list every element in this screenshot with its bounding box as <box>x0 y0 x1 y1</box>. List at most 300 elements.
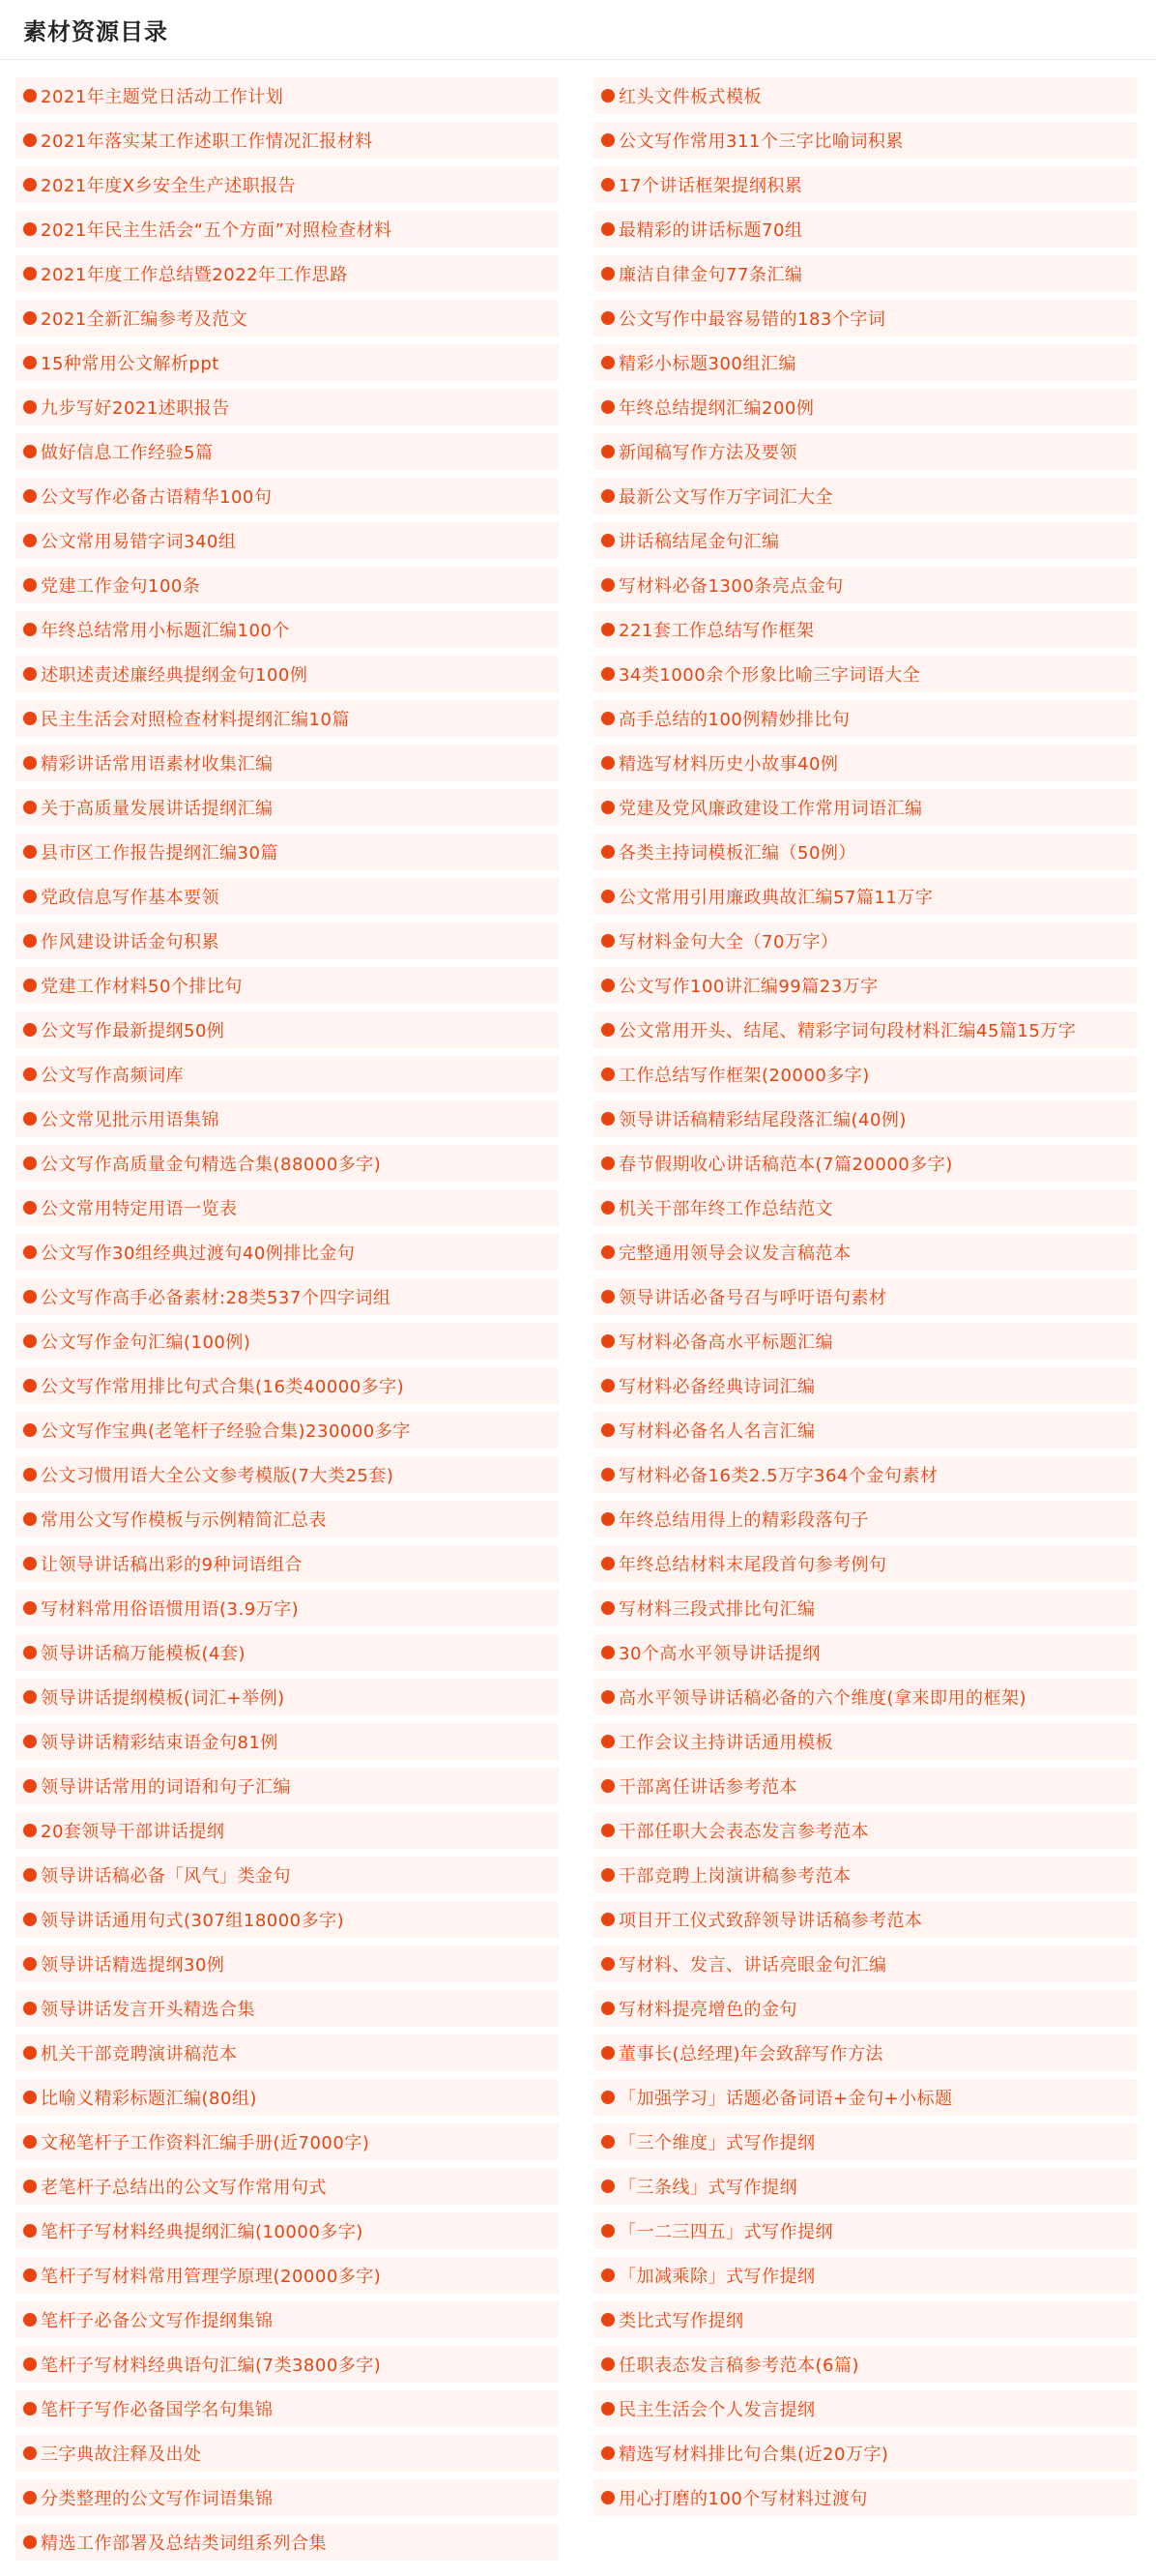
resource-link-label: 公文写作100讲汇编99篇23万字 <box>619 977 879 997</box>
bullet-dot-icon <box>23 934 37 948</box>
bullet-dot-icon <box>601 1868 615 1882</box>
resource-link-label: 最精彩的讲话标题70组 <box>619 220 803 241</box>
resource-link-left[interactable] <box>15 2435 559 2472</box>
resource-link-right[interactable] <box>593 1990 1137 2027</box>
resource-link-left[interactable] <box>15 389 559 425</box>
resource-link-left[interactable] <box>15 2212 559 2249</box>
resource-link-right[interactable] <box>593 1412 1137 1449</box>
resource-link-label: 党建及党风廉政建设工作常用词语汇编 <box>619 799 923 819</box>
resource-link-label: 领导讲话必备号召与呼吁语句素材 <box>619 1288 887 1308</box>
resource-link-label: 领导讲话稿万能模板(4套) <box>41 1644 246 1664</box>
resource-link-label: 公文常用开头、结尾、精彩字词句段材料汇编45篇15万字 <box>619 1021 1077 1041</box>
bullet-dot-icon <box>601 1735 615 1748</box>
resource-link-label: 任职表态发言稿参考范本(6篇) <box>619 2356 859 2376</box>
resource-link-right[interactable] <box>593 1278 1137 1315</box>
resource-link-label: 领导讲话精彩结束语金句81例 <box>41 1733 278 1753</box>
resource-link-left[interactable] <box>15 2390 559 2427</box>
resource-link-label: 公文写作常用311个三字比喻词积累 <box>619 132 904 152</box>
bullet-dot-icon <box>23 2269 37 2282</box>
resource-link-label: 221套工作总结写作框架 <box>619 621 815 641</box>
resource-link-label: 34类1000余个形象比喻三字词语大全 <box>619 665 921 686</box>
resource-link-left[interactable] <box>15 745 559 781</box>
bullet-dot-icon <box>601 534 615 547</box>
resource-link-right[interactable] <box>593 567 1137 603</box>
resource-link-right[interactable] <box>593 433 1137 470</box>
resource-link-right[interactable] <box>593 1634 1137 1671</box>
bullet-dot-icon <box>23 1557 37 1570</box>
resource-link-right[interactable] <box>593 1145 1137 1182</box>
resource-link-right[interactable] <box>593 2390 1137 2427</box>
resource-link-right[interactable] <box>593 745 1137 781</box>
resource-link-label: 精彩小标题300组汇编 <box>619 354 796 374</box>
resource-link-label: 公文常用特定用语一览表 <box>41 1199 238 1219</box>
resource-link-right[interactable] <box>593 255 1137 292</box>
resource-link-label: 干部竞聘上岗演讲稿参考范本 <box>619 1866 852 1887</box>
resource-link-label: 公文写作高手必备素材:28类537个四字词组 <box>41 1288 391 1308</box>
resource-link-left[interactable] <box>15 1857 559 1893</box>
resource-link-label: 写材料必备经典诗词汇编 <box>619 1377 816 1397</box>
bullet-dot-icon <box>601 1112 615 1126</box>
bullet-dot-icon <box>23 178 37 191</box>
bullet-dot-icon <box>601 1334 615 1348</box>
bullet-dot-icon <box>601 1779 615 1793</box>
bullet-dot-icon <box>601 1245 615 1259</box>
resource-link-left[interactable] <box>15 1812 559 1849</box>
bullet-dot-icon <box>601 845 615 859</box>
resource-link-label: 县市区工作报告提纲汇编30篇 <box>41 843 278 864</box>
bullet-dot-icon <box>601 578 615 592</box>
resource-link-label: 笔杆子写材料常用管理学原理(20000多字) <box>41 2267 382 2287</box>
resource-link-left[interactable] <box>15 2168 559 2205</box>
resource-link-label: 精选写材料历史小故事40例 <box>619 754 839 775</box>
resource-link-label: 党建工作材料50个排比句 <box>41 977 243 997</box>
resource-link-left[interactable] <box>15 1189 559 1226</box>
bullet-dot-icon <box>601 2446 615 2460</box>
resource-link-left[interactable] <box>15 2301 559 2338</box>
resource-link-right[interactable] <box>593 522 1137 559</box>
bullet-dot-icon <box>23 1112 37 1126</box>
resource-link-right[interactable] <box>593 700 1137 737</box>
resource-link-label: 干部离任讲话参考范本 <box>619 1777 797 1798</box>
resource-link-label: 笔杆子必备公文写作提纲集锦 <box>41 2311 274 2331</box>
resource-link-label: 精选写材料排比句合集(近20万字) <box>619 2444 889 2465</box>
resource-link-right[interactable] <box>593 389 1137 425</box>
resource-link-left[interactable] <box>15 2479 559 2516</box>
resource-link-label: 工作总结写作框架(20000多字) <box>619 1066 870 1086</box>
resource-list <box>15 77 1137 2561</box>
resource-link-right[interactable] <box>593 1812 1137 1849</box>
resource-link-label: 笔杆子写作必备国学名句集锦 <box>41 2400 274 2420</box>
resource-link-right[interactable] <box>593 2435 1137 2472</box>
resource-link-label: 精选工作部署及总结类词组系列合集 <box>41 2533 327 2554</box>
bullet-dot-icon <box>601 1690 615 1704</box>
resource-link-left[interactable] <box>15 1323 559 1360</box>
bullet-dot-icon <box>601 2091 615 2104</box>
bullet-dot-icon <box>23 1690 37 1704</box>
resource-link-right[interactable] <box>593 2123 1137 2160</box>
resource-link-label: 公文写作必备古语精华100句 <box>41 487 273 508</box>
resource-link-label: 写材料、发言、讲话亮眼金句汇编 <box>619 1955 887 1976</box>
resource-link-left[interactable] <box>15 344 559 381</box>
bullet-dot-icon <box>23 578 37 592</box>
bullet-dot-icon <box>23 712 37 725</box>
resource-link-right[interactable] <box>593 2079 1137 2116</box>
bullet-dot-icon <box>23 1290 37 1303</box>
resource-link-left[interactable] <box>15 1545 559 1582</box>
resource-link-left[interactable] <box>15 1634 559 1671</box>
resource-link-left[interactable] <box>15 1990 559 2027</box>
bullet-dot-icon <box>23 667 37 681</box>
bullet-dot-icon <box>601 756 615 770</box>
resource-link-left[interactable] <box>15 77 559 114</box>
resource-link-left[interactable] <box>15 2524 559 2561</box>
resource-link-left[interactable] <box>15 1412 559 1449</box>
resource-link-left[interactable] <box>15 2346 559 2383</box>
resource-link-right[interactable] <box>593 1056 1137 1093</box>
bullet-dot-icon <box>601 801 615 814</box>
bullet-dot-icon <box>23 222 37 236</box>
bullet-dot-icon <box>601 2357 615 2371</box>
resource-link-left[interactable] <box>15 1011 559 1048</box>
bullet-dot-icon <box>23 1468 37 1481</box>
bullet-dot-icon <box>601 2402 615 2415</box>
resource-link-label: 完整通用领导会议发言稿范本 <box>619 1244 852 1264</box>
bullet-dot-icon <box>601 1201 615 1215</box>
bullet-dot-icon <box>23 2313 37 2327</box>
bullet-dot-icon <box>23 1068 37 1081</box>
resource-link-left[interactable] <box>15 433 559 470</box>
resource-link-left[interactable] <box>15 656 559 692</box>
bullet-dot-icon <box>601 445 615 458</box>
resource-link-right[interactable] <box>593 344 1137 381</box>
resource-link-label: 公文写作高频词库 <box>41 1066 184 1086</box>
resource-link-left[interactable] <box>15 2079 559 2116</box>
bullet-dot-icon <box>23 2046 37 2060</box>
resource-link-left[interactable] <box>15 522 559 559</box>
resource-link-left[interactable] <box>15 878 559 915</box>
resource-link-left[interactable] <box>15 1768 559 1804</box>
bullet-dot-icon <box>23 2002 37 2015</box>
resource-link-left[interactable] <box>15 1679 559 1715</box>
resource-link-label: 各类主持词模板汇编（50例） <box>619 843 856 864</box>
resource-link-right[interactable] <box>593 1234 1137 1271</box>
resource-link-left[interactable] <box>15 1278 559 1315</box>
resource-link-right[interactable] <box>593 878 1137 915</box>
resource-link-right[interactable] <box>593 611 1137 648</box>
bullet-dot-icon <box>601 2491 615 2504</box>
bullet-dot-icon <box>601 979 615 992</box>
resource-link-label: 工作会议主持讲话通用模板 <box>619 1733 833 1753</box>
resource-link-right[interactable] <box>593 922 1137 959</box>
bullet-dot-icon <box>23 89 37 102</box>
resource-link-label: 新闻稿写作方法及要领 <box>619 443 797 463</box>
resource-link-label: 20套领导干部讲话提纲 <box>41 1822 225 1842</box>
resource-link-left[interactable] <box>15 1501 559 1537</box>
bullet-dot-icon <box>23 1735 37 1748</box>
bullet-dot-icon <box>23 1824 37 1837</box>
resource-link-right[interactable] <box>593 1590 1137 1626</box>
resource-link-right[interactable] <box>593 1768 1137 1804</box>
bullet-dot-icon <box>601 400 615 414</box>
resource-link-right[interactable] <box>593 2257 1137 2294</box>
bullet-dot-icon <box>601 1379 615 1392</box>
resource-link-left[interactable] <box>15 1456 559 1493</box>
resource-link-label: 「加强学习」话题必备词语+金句+小标题 <box>619 2089 953 2109</box>
resource-link-label: 笔杆子写材料经典提纲汇编(10000多字) <box>41 2222 363 2242</box>
resource-link-right[interactable] <box>593 122 1137 159</box>
resource-link-right[interactable] <box>593 1501 1137 1537</box>
resource-link-label: 写材料金句大全（70万字） <box>619 932 839 952</box>
bullet-dot-icon <box>23 445 37 458</box>
resource-link-label: 精彩讲话常用语素材收集汇编 <box>41 754 274 775</box>
bullet-dot-icon <box>601 934 615 948</box>
resource-link-label: 党建工作金句100条 <box>41 576 201 597</box>
resource-link-label: 「三条线」式写作提纲 <box>619 2178 797 2198</box>
bullet-dot-icon <box>23 1913 37 1926</box>
bullet-dot-icon <box>601 890 615 903</box>
resource-link-left[interactable] <box>15 478 559 514</box>
resource-link-right[interactable] <box>593 1901 1137 1938</box>
resource-link-label: 公文写作30组经典过渡句40例排比金句 <box>41 1244 356 1264</box>
resource-link-label: 领导讲话稿精彩结尾段落汇编(40例) <box>619 1110 907 1130</box>
resource-link-left[interactable] <box>15 834 559 870</box>
resource-link-left[interactable] <box>15 1100 559 1137</box>
bullet-dot-icon <box>23 801 37 814</box>
resource-link-label: 2021全新汇编参考及范文 <box>41 309 248 330</box>
resource-link-label: 公文习惯用语大全公文参考模版(7大类25套) <box>41 1466 394 1486</box>
resource-link-label: 公文写作宝典(老笔杆子经验合集)230000多字 <box>41 1421 411 1442</box>
resource-link-label: 春节假期收心讲话稿范本(7篇20000多字) <box>619 1155 953 1175</box>
resource-link-label: 廉洁自律金句77条汇编 <box>619 265 803 285</box>
resource-link-label: 30个高水平领导讲话提纲 <box>619 1644 821 1664</box>
bullet-dot-icon <box>601 2313 615 2327</box>
resource-link-label: 公文常用易错字词340组 <box>41 532 237 552</box>
bullet-dot-icon <box>601 311 615 325</box>
bullet-dot-icon <box>23 2535 37 2549</box>
resource-link-label: 「三个维度」式写作提纲 <box>619 2133 816 2153</box>
bullet-dot-icon <box>23 2180 37 2193</box>
bullet-dot-icon <box>601 1156 615 1170</box>
resource-link-left[interactable] <box>15 211 559 248</box>
bullet-dot-icon <box>601 712 615 725</box>
bullet-dot-icon <box>601 222 615 236</box>
resource-link-right[interactable] <box>593 1011 1137 1048</box>
bullet-dot-icon <box>23 1201 37 1215</box>
resource-link-label: 关于高质量发展讲话提纲汇编 <box>41 799 274 819</box>
resource-link-left[interactable] <box>15 2034 559 2071</box>
resource-link-right[interactable] <box>593 2212 1137 2249</box>
resource-link-label: 讲话稿结尾金句汇编 <box>619 532 780 552</box>
bullet-dot-icon <box>23 2491 37 2504</box>
resource-link-label: 公文写作高质量金句精选合集(88000多字) <box>41 1155 382 1175</box>
resource-link-right[interactable] <box>593 789 1137 826</box>
resource-link-label: 年终总结用得上的精彩段落句子 <box>619 1510 869 1531</box>
bullet-dot-icon <box>601 1290 615 1303</box>
resource-link-label: 三字典故注释及出处 <box>41 2444 202 2465</box>
resource-link-left[interactable] <box>15 1946 559 1982</box>
resource-link-left[interactable] <box>15 611 559 648</box>
resource-link-right[interactable] <box>593 1189 1137 1226</box>
resource-link-right[interactable] <box>593 2034 1137 2071</box>
resource-link-right[interactable] <box>593 2479 1137 2516</box>
resource-link-label: 公文常用引用廉政典故汇编57篇11万字 <box>619 888 934 908</box>
resource-link-label: 述职述责述廉经典提纲金句100例 <box>41 665 308 686</box>
resource-link-right[interactable] <box>593 1946 1137 1982</box>
resource-link-label: 文秘笔杆子工作资料汇编手册(近7000字) <box>41 2133 370 2153</box>
resource-link-right[interactable] <box>593 834 1137 870</box>
bullet-dot-icon <box>601 1023 615 1037</box>
resource-link-right[interactable] <box>593 1545 1137 1582</box>
resource-link-label: 写材料三段式排比句汇编 <box>619 1599 816 1620</box>
resource-link-label: 高手总结的100例精妙排比句 <box>619 710 851 730</box>
resource-link-label: 公文常见批示用语集锦 <box>41 1110 219 1130</box>
resource-link-label: 九步写好2021述职报告 <box>41 398 230 419</box>
resource-link-label: 用心打磨的100个写材料过渡句 <box>619 2489 868 2509</box>
page-header <box>0 0 1156 60</box>
resource-link-right[interactable] <box>593 1100 1137 1137</box>
resource-link-right[interactable] <box>593 478 1137 514</box>
resource-link-label: 领导讲话通用句式(307组18000多字) <box>41 1911 345 1931</box>
resource-link-left[interactable] <box>15 967 559 1004</box>
bullet-dot-icon <box>601 1468 615 1481</box>
bullet-dot-icon <box>601 2046 615 2060</box>
bullet-dot-icon <box>601 1824 615 1837</box>
resource-link-right[interactable] <box>593 1723 1137 1760</box>
bullet-dot-icon <box>23 1334 37 1348</box>
resource-link-right[interactable] <box>593 300 1137 337</box>
bullet-dot-icon <box>23 1646 37 1659</box>
resource-link-right[interactable] <box>593 77 1137 114</box>
resource-link-right[interactable] <box>593 2301 1137 2338</box>
resource-link-left[interactable] <box>15 567 559 603</box>
bullet-dot-icon <box>601 1646 615 1659</box>
resource-link-label: 写材料必备16类2.5万字364个金句素材 <box>619 1466 939 1486</box>
resource-link-label: 年终总结材料末尾段首句参考例句 <box>619 1555 887 1575</box>
resource-link-label: 写材料提亮增色的金句 <box>619 2000 797 2020</box>
bullet-dot-icon <box>23 2402 37 2415</box>
bullet-dot-icon <box>23 1423 37 1437</box>
bullet-dot-icon <box>23 1601 37 1615</box>
resource-link-right[interactable] <box>593 1323 1137 1360</box>
bullet-dot-icon <box>23 489 37 503</box>
resource-link-label: 2021年度工作总结暨2022年工作思路 <box>41 265 348 285</box>
resource-link-right[interactable] <box>593 656 1137 692</box>
resource-link-right[interactable] <box>593 1456 1137 1493</box>
resource-link-label: 高水平领导讲话稿必备的六个维度(拿来即用的框架) <box>619 1688 1027 1709</box>
bullet-dot-icon <box>601 356 615 369</box>
resource-link-left[interactable] <box>15 122 559 159</box>
resource-link-label: 红头文件板式模板 <box>619 87 762 107</box>
resource-link-label: 公文写作中最容易错的183个字词 <box>619 309 886 330</box>
resource-link-left[interactable] <box>15 1723 559 1760</box>
resource-link-label: 领导讲话精选提纲30例 <box>41 1955 225 1976</box>
resource-link-right[interactable] <box>593 1679 1137 1715</box>
resource-link-label: 机关干部年终工作总结范文 <box>619 1199 833 1219</box>
resource-link-label: 作风建设讲话金句积累 <box>41 932 219 952</box>
resource-link-label: 干部任职大会表态发言参考范本 <box>619 1822 869 1842</box>
bullet-dot-icon <box>23 623 37 636</box>
resource-link-label: 2021年主题党日活动工作计划 <box>41 87 284 107</box>
resource-link-label: 2021年度X乡安全生产述职报告 <box>41 176 297 196</box>
resource-link-left[interactable] <box>15 700 559 737</box>
resource-link-label: 项目开工仪式致辞领导讲话稿参考范本 <box>619 1911 923 1931</box>
resource-link-right[interactable] <box>593 166 1137 203</box>
resource-link-left[interactable] <box>15 1234 559 1271</box>
bullet-dot-icon <box>23 2091 37 2104</box>
resource-link-left[interactable] <box>15 300 559 337</box>
resource-link-left[interactable] <box>15 1367 559 1404</box>
resource-link-right[interactable] <box>593 2346 1137 2383</box>
resource-link-left[interactable] <box>15 2123 559 2160</box>
resource-link-right[interactable] <box>593 2168 1137 2205</box>
resource-link-label: 笔杆子写材料经典语句汇编(7类3800多字) <box>41 2356 382 2376</box>
resource-link-right[interactable] <box>593 211 1137 248</box>
resource-link-left[interactable] <box>15 1901 559 1938</box>
resource-link-left[interactable] <box>15 2257 559 2294</box>
resource-link-label: 常用公文写作模板与示例精简汇总表 <box>41 1510 327 1531</box>
bullet-dot-icon <box>601 133 615 147</box>
resource-link-left[interactable] <box>15 922 559 959</box>
resource-link-label: 写材料常用俗语惯用语(3.9万字) <box>41 1599 300 1620</box>
resource-link-left[interactable] <box>15 1590 559 1626</box>
bullet-dot-icon <box>601 1557 615 1570</box>
resource-link-left[interactable] <box>15 255 559 292</box>
resource-link-right[interactable] <box>593 1857 1137 1893</box>
resource-link-label: 「一二三四五」式写作提纲 <box>619 2222 833 2242</box>
bullet-dot-icon <box>23 534 37 547</box>
bullet-dot-icon <box>601 178 615 191</box>
resource-link-left[interactable] <box>15 1056 559 1093</box>
bullet-dot-icon <box>23 1957 37 1971</box>
bullet-dot-icon <box>601 2224 615 2238</box>
resource-link-label: 类比式写作提纲 <box>619 2311 744 2331</box>
bullet-dot-icon <box>601 667 615 681</box>
resource-link-label: 年终总结提纲汇编200例 <box>619 398 815 419</box>
bullet-dot-icon <box>601 1601 615 1615</box>
bullet-dot-icon <box>23 133 37 147</box>
resource-link-label: 民主生活会个人发言提纲 <box>619 2400 816 2420</box>
resource-link-label: 写材料必备名人名言汇编 <box>619 1421 816 1442</box>
bullet-dot-icon <box>601 2180 615 2193</box>
bullet-dot-icon <box>601 2002 615 2015</box>
resource-link-label: 领导讲话稿必备「风气」类金句 <box>41 1866 291 1887</box>
resource-link-label: 「加减乘除」式写作提纲 <box>619 2267 816 2287</box>
resource-link-left[interactable] <box>15 789 559 826</box>
bullet-dot-icon <box>23 2224 37 2238</box>
resource-link-label: 写材料必备1300条亮点金句 <box>619 576 844 597</box>
resource-link-left[interactable] <box>15 1145 559 1182</box>
bullet-dot-icon <box>23 1512 37 1526</box>
bullet-dot-icon <box>23 2135 37 2149</box>
resource-link-left[interactable] <box>15 166 559 203</box>
resource-link-label: 公文写作最新提纲50例 <box>41 1021 225 1041</box>
bullet-dot-icon <box>23 311 37 325</box>
resource-link-label: 党政信息写作基本要领 <box>41 888 219 908</box>
resource-link-label: 17个讲话框架提纲积累 <box>619 176 803 196</box>
resource-link-label: 领导讲话发言开头精选合集 <box>41 2000 255 2020</box>
resource-link-label: 老笔杆子总结出的公文写作常用句式 <box>41 2178 327 2198</box>
bullet-dot-icon <box>23 1156 37 1170</box>
resource-link-label: 领导讲话提纲模板(词汇+举例) <box>41 1688 285 1709</box>
resource-link-label: 做好信息工作经验5篇 <box>41 443 214 463</box>
resource-link-right[interactable] <box>593 967 1137 1004</box>
resource-link-label: 董事长(总经理)年会致辞写作方法 <box>619 2044 884 2064</box>
bullet-dot-icon <box>601 1512 615 1526</box>
resource-link-label: 最新公文写作万字词汇大全 <box>619 487 833 508</box>
resource-link-right[interactable] <box>593 1367 1137 1404</box>
bullet-dot-icon <box>601 1913 615 1926</box>
bullet-dot-icon <box>23 890 37 903</box>
